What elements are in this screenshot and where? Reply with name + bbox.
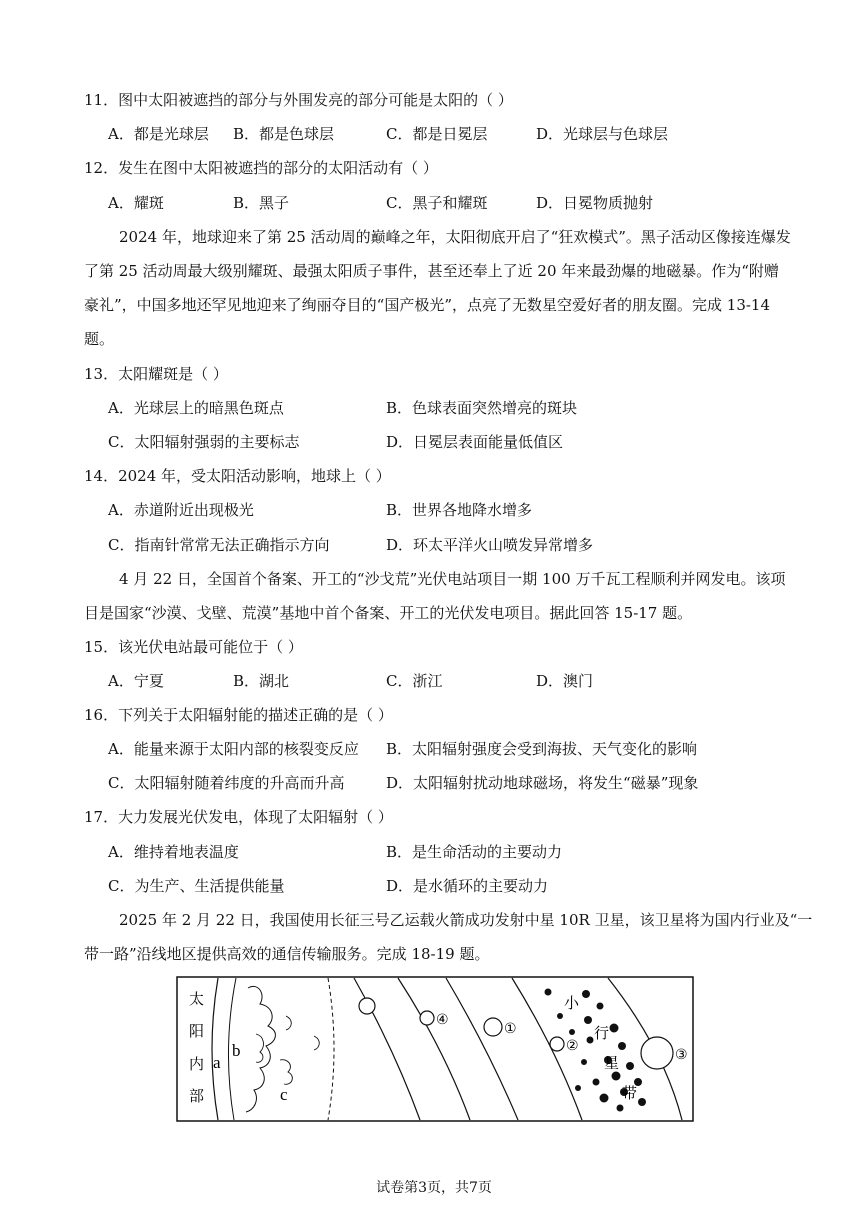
planet-1 [484, 1018, 502, 1036]
passage1-line-1: 2024 年，地球迎来了第 25 活动周的巅峰之年，太阳彻底开启了“狂欢模式”。黑子活动区像接连爆发 [119, 228, 791, 246]
q13-option-c: C．太阳辐射强弱的主要标志 [108, 433, 300, 451]
q14-option-a: A．赤道附近出现极光 [108, 501, 254, 519]
passage1-line-2: 了第 25 活动周最大级别耀斑、最强太阳质子事件，甚至还奉上了近 20 年来最劲爆的地磁暴。作为“附赠 [84, 262, 779, 280]
q15-stem: 15．该光伏电站最可能位于（ ） [84, 638, 303, 656]
q12-option-d: D．日冕物质抛射 [536, 194, 654, 212]
layer-label-b: b [232, 1041, 241, 1060]
planet-label-1: ① [504, 1021, 517, 1037]
q13-stem: 13．太阳耀斑是（ ） [84, 365, 228, 383]
figure-frame [177, 977, 693, 1121]
planet-unlabeled [359, 998, 375, 1014]
q16-option-b: B．太阳辐射强度会受到海拔、天气变化的影响 [386, 740, 698, 758]
planet-label-4: ④ [436, 1012, 449, 1028]
q14-stem: 14．2024 年，受太阳活动影响，地球上（ ） [84, 467, 391, 485]
q12-option-c: C．黑子和耀斑 [386, 194, 488, 212]
belt-label-char-1: 小 [564, 996, 580, 1012]
q13-option-a: A．光球层上的暗黑色斑点 [108, 399, 284, 417]
q17-option-d: D．是水循环的主要动力 [386, 877, 549, 895]
q15-option-c: C．浙江 [386, 672, 443, 690]
q12-option-b: B．黑子 [233, 194, 290, 212]
page-footer: 试卷第3页，共7页 [376, 1180, 492, 1196]
q16-option-d: D．太阳辐射扰动地球磁场，将发生“磁暴”现象 [386, 774, 699, 792]
planet-label-3: ③ [675, 1047, 688, 1063]
belt-label-char-3: 星 [604, 1056, 620, 1072]
q12-stem: 12．发生在图中太阳被遮挡的部分的太阳活动有（ ） [84, 159, 438, 177]
sun-label-char-3: 内 [189, 1057, 205, 1073]
passage2-line-1: 4 月 22 日，全国首个备案、开工的“沙戈荒”光伏电站项目一期 100 万千瓦工程顺利并网发电。该项 [119, 570, 786, 588]
q14-option-c: C．指南针常常无法正确指示方向 [108, 536, 330, 554]
passage1-line-4: 题。 [84, 330, 115, 348]
q11-option-c: C．都是日冕层 [386, 125, 488, 143]
sun-label-char-2: 阳 [189, 1024, 205, 1040]
sun-label-char-1: 太 [189, 992, 205, 1008]
passage1-line-3: 豪礼”，中国多地还罕见地迎来了绚丽夺目的“国产极光”，点亮了无数星空爱好者的朋友圈。完成 13-14 [84, 296, 771, 314]
q13-option-b: B．色球表面突然增亮的斑块 [386, 399, 578, 417]
q16-stem: 16．下列关于太阳辐射能的描述正确的是（ ） [84, 706, 393, 724]
planet-label-2: ② [566, 1038, 579, 1054]
q17-stem: 17．大力发展光伏发电，体现了太阳辐射（ ） [84, 808, 393, 826]
q11-option-b: B．都是色球层 [233, 125, 335, 143]
planet-4 [420, 1011, 434, 1025]
planet-3 [641, 1037, 673, 1069]
solar-system-figure [176, 976, 694, 1122]
q11-option-a: A．都是光球层 [108, 125, 209, 143]
q17-option-b: B．是生命活动的主要动力 [386, 843, 563, 861]
q12-option-a: A．耀斑 [108, 194, 164, 212]
q14-option-d: D．环太平洋火山喷发异常增多 [386, 536, 594, 554]
passage3-line-1: 2025 年 2 月 22 日，我国使用长征三号乙运载火箭成功发射中星 10R 卫星，该卫星将为国内行业及“一 [119, 911, 813, 929]
layer-label-a: a [213, 1053, 221, 1072]
q15-option-b: B．湖北 [233, 672, 290, 690]
q11-option-d: D．光球层与色球层 [536, 125, 669, 143]
passage2-line-2: 目是国家“沙漠、戈壁、荒漠”基地中首个备案、开工的光伏发电项目。据此回答 15-17 题。 [84, 604, 693, 622]
q11-stem: 11．图中太阳被遮挡的部分与外围发亮的部分可能是太阳的（ ） [84, 91, 513, 109]
q15-option-d: D．澳门 [536, 672, 594, 690]
belt-label-char-2: 行 [594, 1026, 610, 1042]
q15-option-a: A．宁夏 [108, 672, 164, 690]
passage3-line-2: 带一路”沿线地区提供高效的通信传输服务。完成 18-19 题。 [84, 945, 490, 963]
q17-option-a: A．维持着地表温度 [108, 843, 239, 861]
q16-option-a: A．能量来源于太阳内部的核裂变反应 [108, 740, 359, 758]
planet-2 [550, 1037, 564, 1051]
q16-option-c: C．太阳辐射随着纬度的升高而升高 [108, 774, 345, 792]
q17-option-c: C．为生产、生活提供能量 [108, 877, 285, 895]
layer-label-c: c [280, 1085, 288, 1104]
belt-label-char-4: 带 [622, 1086, 638, 1102]
sun-label-char-4: 部 [189, 1089, 205, 1105]
q14-option-b: B．世界各地降水增多 [386, 501, 533, 519]
q13-option-d: D．日冕层表面能量低值区 [386, 433, 564, 451]
